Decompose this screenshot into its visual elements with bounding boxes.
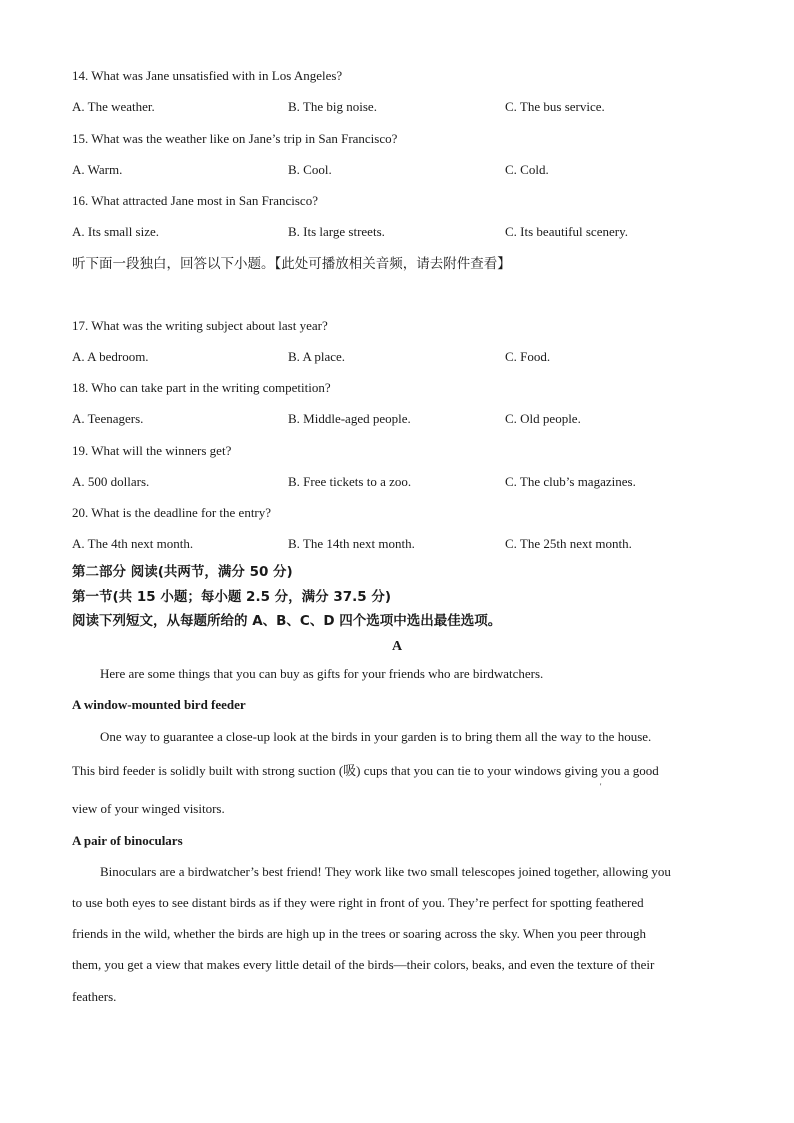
question-14: 14. What was Jane unsatisfied with in Los Angeles?: [72, 68, 343, 83]
question-15: 15. What was the weather like on Jane’s trip in San Francisco?: [72, 131, 398, 146]
item2-line-1: Binoculars are a birdwatcher’s best friend! They work like two small telescopes joined together, allowing you: [100, 864, 671, 879]
reading-instruction: 阅读下列短文，从每题所给的 A、B、C、D 四个选项中选出最佳选项。: [72, 613, 502, 629]
question-16: 16. What attracted Jane most in San Francisco?: [72, 193, 318, 208]
option-18-b: B. Middle-aged people.: [288, 411, 411, 426]
passage-intro: Here are some things that you can buy as gifts for your friends who are birdwatchers.: [100, 666, 544, 681]
question-17: 17. What was the writing subject about last year?: [72, 318, 328, 333]
passage-label: A: [391, 639, 403, 654]
question-20: 20. What is the deadline for the entry?: [72, 505, 272, 520]
option-20-b: B. The 14th next month.: [288, 536, 415, 551]
option-17-b: B. A place.: [288, 349, 346, 364]
item2-line-2: to use both eyes to see distant birds as if they were right in front of you. They’re perfect for spotting feathered: [72, 895, 644, 910]
option-18-c: C. Old people.: [505, 411, 581, 426]
item2-line-5: feathers.: [72, 989, 117, 1004]
option-19-c: C. The club’s magazines.: [505, 474, 636, 489]
option-16-a: A. Its small size.: [72, 224, 160, 239]
part2-title: 第二部分 阅读(共两节，满分 50 分): [72, 564, 293, 580]
monologue-instruction: 听下面一段独白，回答以下小题。【此处可播放相关音频，请去附件查看】: [72, 256, 511, 272]
item2-heading: A pair of binoculars: [72, 833, 183, 848]
option-15-a: A. Warm.: [72, 162, 123, 177]
option-19-a: A. 500 dollars.: [72, 474, 150, 489]
option-14-b: B. The big noise.: [288, 99, 377, 114]
option-17-a: A. A bedroom.: [72, 349, 149, 364]
option-14-c: C. The bus service.: [505, 99, 605, 114]
item1-line-2: This bird feeder is solidly built with strong suction (吸) cups that you can tie to your windows giving you a good: [72, 763, 659, 778]
option-18-a: A. Teenagers.: [72, 411, 144, 426]
option-14-a: A. The weather.: [72, 99, 155, 114]
item1-line-1: One way to guarantee a close-up look at the birds in your garden is to bring them all the way to the house.: [100, 729, 652, 744]
option-15-c: C. Cold.: [505, 162, 549, 177]
option-19-b: B. Free tickets to a zoo.: [288, 474, 412, 489]
item1-heading: A window-mounted bird feeder: [72, 697, 246, 712]
option-17-c: C. Food.: [505, 349, 551, 364]
option-20-a: A. The 4th next month.: [72, 536, 194, 551]
stray-mark: ': [600, 782, 602, 791]
item1-line-3: view of your winged visitors.: [72, 801, 225, 816]
option-16-b: B. Its large streets.: [288, 224, 385, 239]
option-16-c: C. Its beautiful scenery.: [505, 224, 628, 239]
question-18: 18. Who can take part in the writing competition?: [72, 380, 331, 395]
question-19: 19. What will the winners get?: [72, 443, 232, 458]
item2-line-3: friends in the wild, whether the birds are high up in the trees or soaring across the sky. When you peer through: [72, 926, 647, 941]
section1-title: 第一节(共 15 小题；每小题 2.5 分，满分 37.5 分): [72, 589, 392, 605]
option-20-c: C. The 25th next month.: [505, 536, 632, 551]
option-15-b: B. Cool.: [288, 162, 332, 177]
item2-line-4: them, you get a view that makes every little detail of the birds—their colors, beaks, and even the texture of their: [72, 957, 655, 972]
